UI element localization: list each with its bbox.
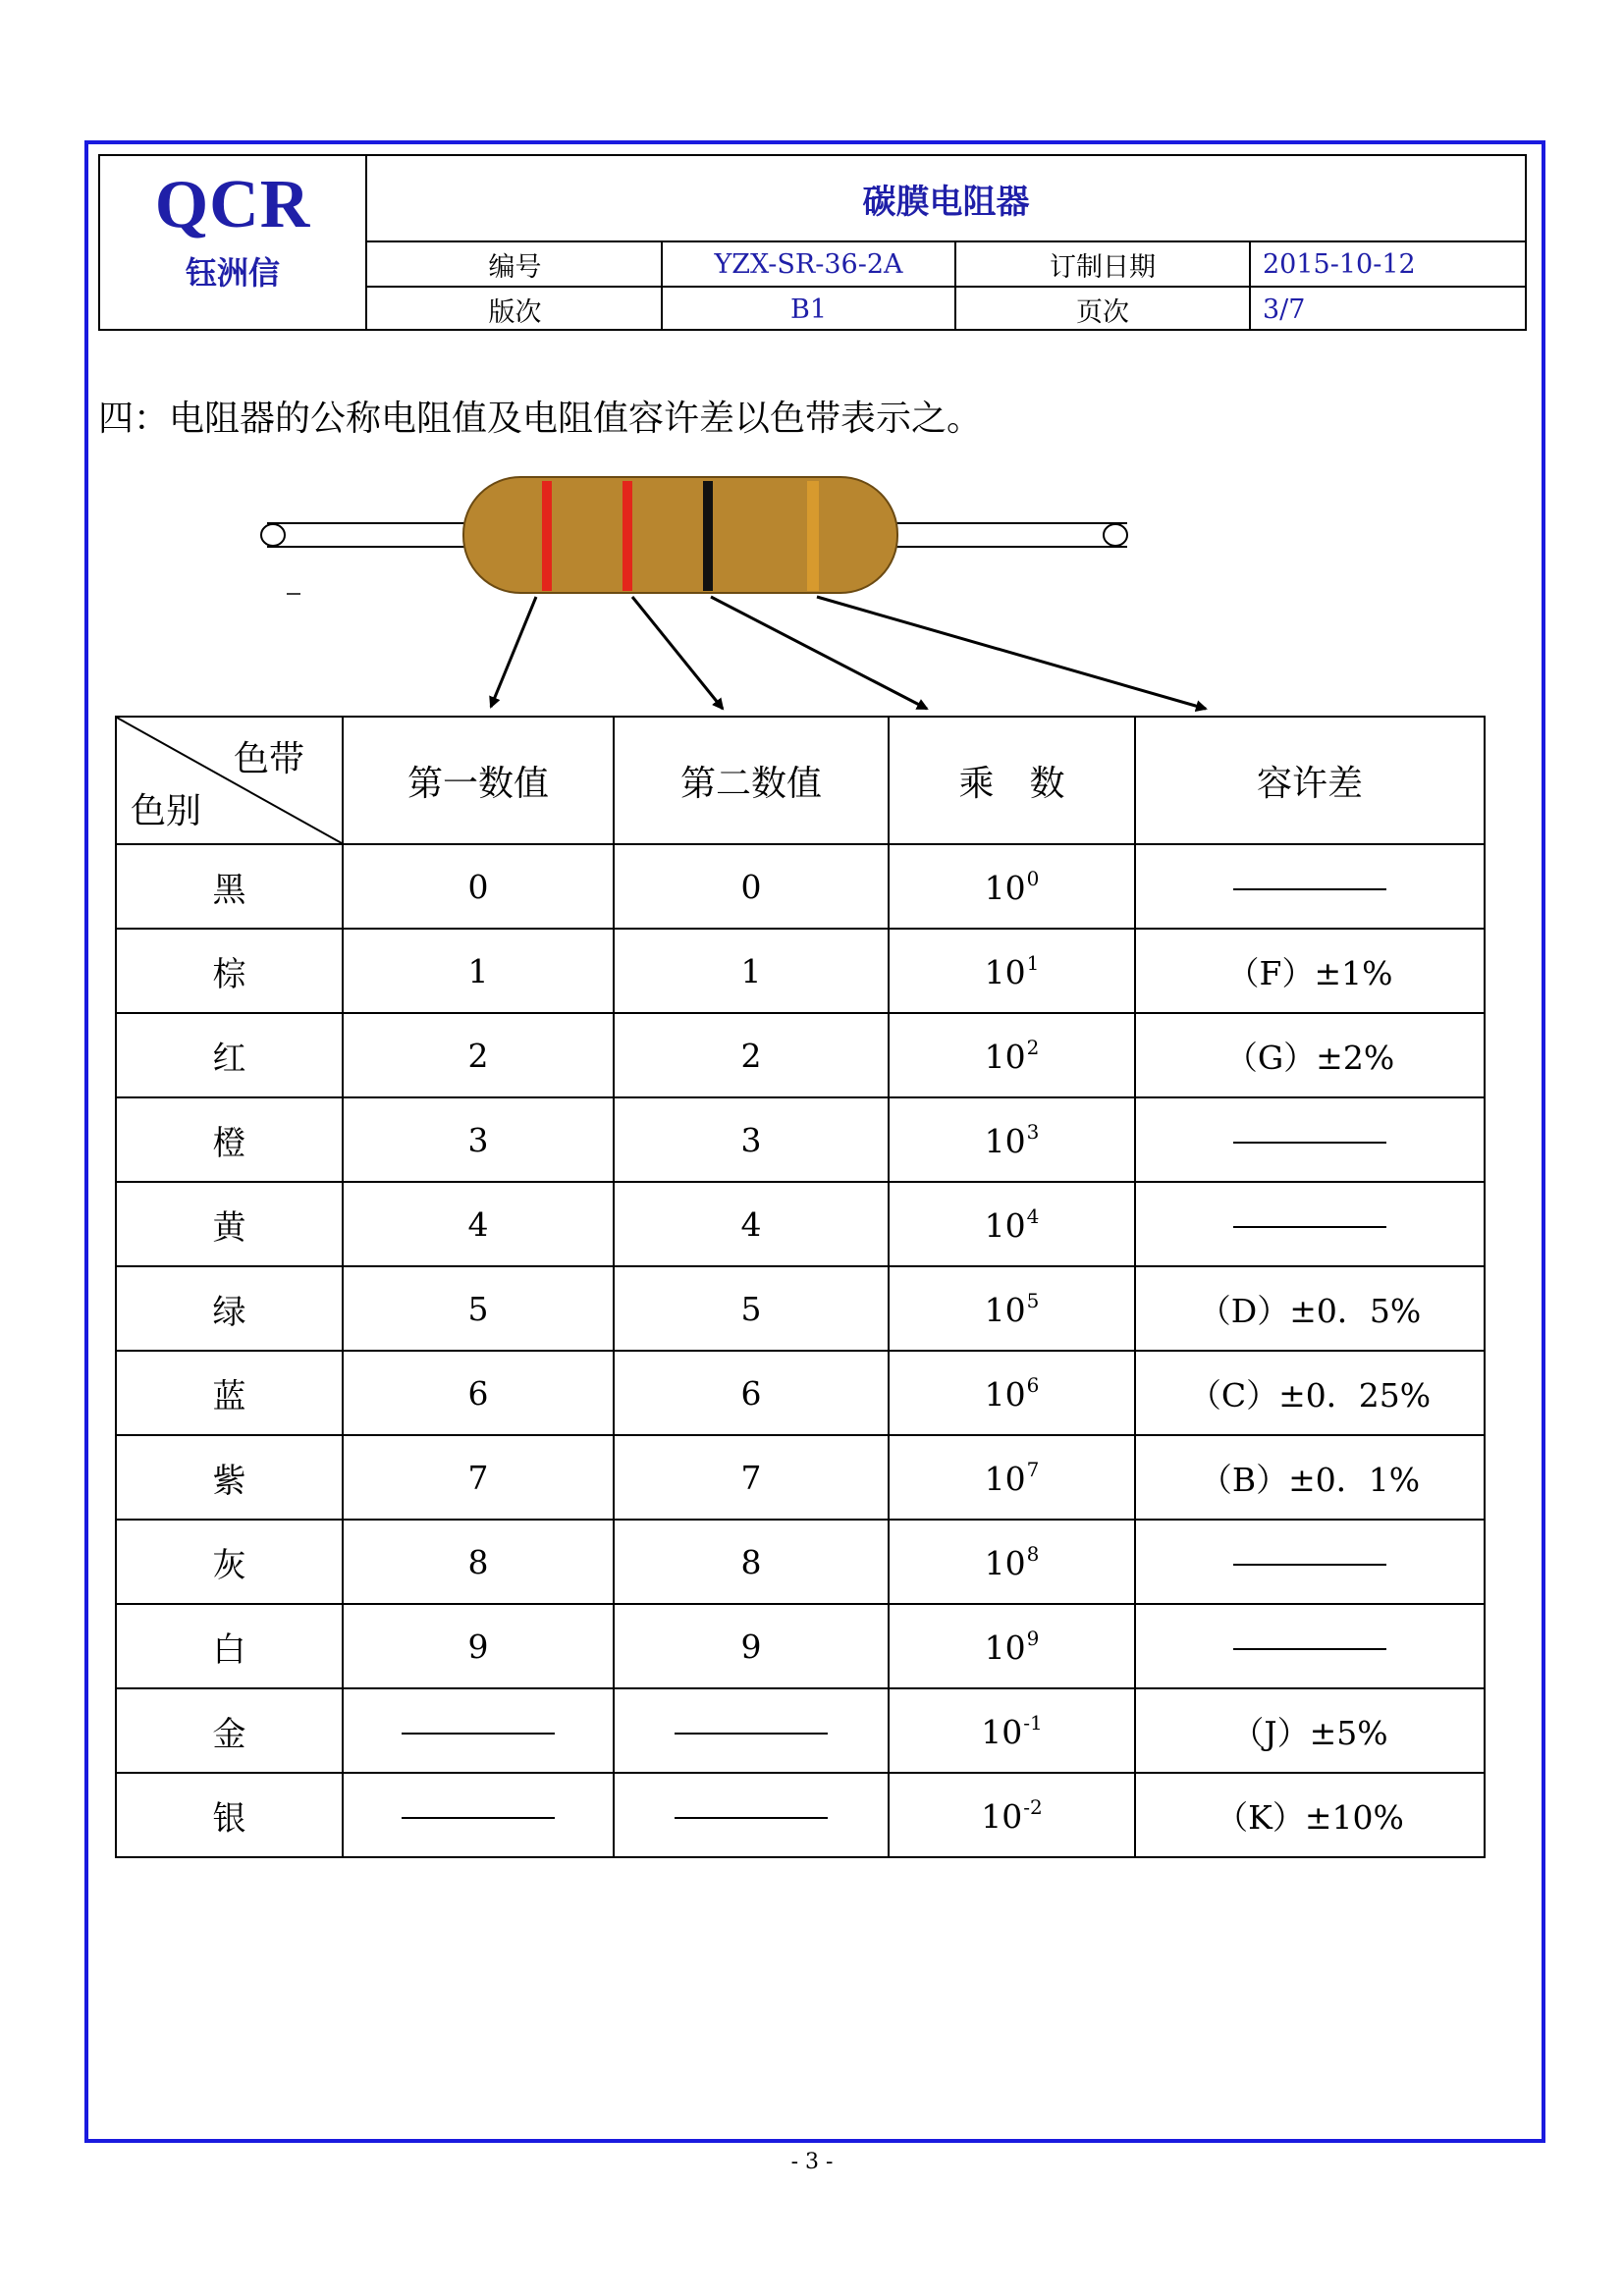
- color-name: [116, 1097, 343, 1182]
- logo-company-name: 钰洲信: [185, 254, 280, 292]
- color-name-text: 灰: [212, 1545, 246, 1585]
- first-digit: [343, 1604, 614, 1688]
- second-digit: [614, 1097, 889, 1182]
- tolerance-text: （C）±0．25%: [1188, 1375, 1432, 1415]
- multiplier: [889, 1182, 1135, 1266]
- tolerance: [1135, 1604, 1485, 1688]
- multiplier-base: 10: [984, 1628, 1026, 1667]
- color-name-text: 白: [212, 1629, 246, 1670]
- multiplier: [889, 1266, 1135, 1351]
- arrow-band-4: [817, 597, 1206, 709]
- multiplier-exponent: 5: [1026, 1288, 1040, 1312]
- tolerance: [1135, 1013, 1485, 1097]
- resistor-body: [463, 477, 897, 593]
- table-row: [116, 1773, 1485, 1857]
- tolerance-text: （K）±10%: [1216, 1797, 1404, 1837]
- page-number: - 3 -: [790, 2150, 834, 2174]
- table-row: [116, 844, 1485, 929]
- multiplier-base: 10: [984, 952, 1026, 991]
- multiplier-exponent: -1: [1023, 1710, 1043, 1735]
- table-row: [116, 1604, 1485, 1688]
- multiplier-exponent: 1: [1026, 950, 1040, 975]
- resistor-lead-right: [893, 523, 1127, 547]
- second-digit: [614, 844, 889, 929]
- first-digit: [343, 844, 614, 929]
- color-name-text: 红: [212, 1039, 246, 1079]
- color-name-text: 金: [212, 1714, 246, 1754]
- section-heading: 四：电阻器的公称电阻值及电阻值容许差以色带表示之。: [98, 399, 983, 439]
- first-digit: [343, 1351, 614, 1435]
- color-name: [116, 844, 343, 929]
- color-name-text: 蓝: [212, 1376, 246, 1416]
- color-name-text: 黄: [212, 1207, 246, 1248]
- color-name: [116, 1182, 343, 1266]
- table-row: [116, 929, 1485, 1013]
- dash-placeholder: [675, 1733, 828, 1735]
- tolerance: [1135, 1435, 1485, 1520]
- second-digit-text: 0: [740, 867, 762, 906]
- first-digit: [343, 1013, 614, 1097]
- column-header-multiplier: 乘 数: [889, 717, 1135, 844]
- color-name: [116, 1435, 343, 1520]
- first-digit: [343, 1435, 614, 1520]
- arrow-band-3: [711, 597, 927, 709]
- dash-placeholder: [1233, 1142, 1386, 1144]
- logo-text: QCR: [154, 167, 311, 242]
- color-name: [116, 1604, 343, 1688]
- arrow-band-2: [632, 597, 723, 709]
- table-row: [116, 1097, 1485, 1182]
- column-header-first-digit: 第一数值: [343, 717, 614, 844]
- color-name-text: 黑: [212, 870, 246, 910]
- first-digit-text: 0: [467, 867, 489, 906]
- second-digit: [614, 1520, 889, 1604]
- color-band-3: [703, 481, 713, 591]
- first-digit: [343, 1520, 614, 1604]
- second-digit: [614, 1604, 889, 1688]
- color-name: [116, 1266, 343, 1351]
- second-digit-text: 9: [740, 1627, 762, 1666]
- first-digit-text: 1: [467, 951, 489, 990]
- color-name-text: 银: [212, 1798, 246, 1839]
- corner-label-band: 色带: [233, 739, 304, 779]
- first-digit-text: 2: [467, 1036, 489, 1075]
- color-name: [116, 1773, 343, 1857]
- tolerance-text: （D）±0．5%: [1198, 1291, 1422, 1330]
- second-digit-text: 3: [740, 1120, 762, 1159]
- first-digit-text: 7: [467, 1458, 489, 1497]
- table-row: [116, 1266, 1485, 1351]
- multiplier-base: 10: [984, 1037, 1026, 1076]
- dash-placeholder: [1233, 1648, 1386, 1650]
- color-name-text: 紫: [212, 1461, 246, 1501]
- document-title: 碳膜电阻器: [367, 156, 1525, 242]
- multiplier-base: 10: [984, 868, 1026, 907]
- corner-label-color: 色别: [131, 791, 202, 831]
- table-row: [116, 1435, 1485, 1520]
- dash-placeholder: [402, 1733, 555, 1735]
- second-digit: [614, 1266, 889, 1351]
- first-digit: [343, 1182, 614, 1266]
- corner-header: [116, 717, 343, 844]
- number-value: YZX-SR-36-2A: [714, 248, 903, 280]
- first-digit: [343, 1773, 614, 1857]
- number-label: 编号: [488, 251, 542, 283]
- tolerance-text: （G）±2%: [1224, 1038, 1395, 1077]
- dash-placeholder: [1233, 888, 1386, 890]
- table-row: [116, 1182, 1485, 1266]
- second-digit: [614, 1351, 889, 1435]
- table-row: [116, 1688, 1485, 1773]
- tolerance: [1135, 1182, 1485, 1266]
- page-label: 页次: [1076, 296, 1129, 328]
- second-digit-text: 6: [740, 1373, 762, 1413]
- dash-placeholder: [1233, 1226, 1386, 1228]
- multiplier-exponent: 2: [1026, 1035, 1040, 1059]
- multiplier-exponent: 6: [1026, 1372, 1040, 1397]
- table-row: [116, 1520, 1485, 1604]
- second-digit-text: 2: [740, 1036, 762, 1075]
- first-digit: [343, 929, 614, 1013]
- multiplier-base: 10: [984, 1459, 1026, 1498]
- multiplier: [889, 1351, 1135, 1435]
- multiplier-exponent: 9: [1026, 1626, 1040, 1650]
- multiplier-exponent: 8: [1026, 1541, 1040, 1566]
- first-digit: [343, 1097, 614, 1182]
- arrow-band-1: [491, 597, 536, 707]
- second-digit-text: 4: [740, 1204, 762, 1244]
- tolerance-text: （J）±5%: [1231, 1713, 1388, 1752]
- first-digit-text: 9: [467, 1627, 489, 1666]
- color-band-1: [542, 481, 552, 591]
- first-digit-text: 5: [467, 1289, 489, 1328]
- tolerance-text: （B）±0．1%: [1199, 1460, 1421, 1499]
- table-row: [116, 1013, 1485, 1097]
- color-name: [116, 929, 343, 1013]
- second-digit: [614, 1435, 889, 1520]
- multiplier: [889, 929, 1135, 1013]
- second-digit: [614, 1688, 889, 1773]
- multiplier-base: 10: [984, 1121, 1026, 1160]
- tolerance: [1135, 1520, 1485, 1604]
- multiplier-exponent: 0: [1026, 866, 1040, 890]
- second-digit: [614, 1013, 889, 1097]
- color-name: [116, 1520, 343, 1604]
- color-name-text: 绿: [212, 1292, 246, 1332]
- color-name-text: 橙: [212, 1123, 246, 1163]
- tolerance: [1135, 1351, 1485, 1435]
- resistor-lead-left: [261, 523, 469, 547]
- first-digit-text: 6: [467, 1373, 489, 1413]
- color-band-4: [807, 481, 819, 591]
- table-row: [116, 1351, 1485, 1435]
- multiplier: [889, 1013, 1135, 1097]
- tolerance: [1135, 1773, 1485, 1857]
- dash-placeholder: [675, 1817, 828, 1819]
- color-name: [116, 1688, 343, 1773]
- second-digit: [614, 929, 889, 1013]
- first-digit-text: 3: [467, 1120, 489, 1159]
- multiplier-base: 10: [984, 1374, 1026, 1414]
- multiplier: [889, 1435, 1135, 1520]
- first-digit-text: 8: [467, 1542, 489, 1581]
- multiplier-base: 10: [984, 1543, 1026, 1582]
- date-label: 订制日期: [1050, 251, 1156, 283]
- multiplier-exponent: 7: [1026, 1457, 1040, 1481]
- page-value: 3/7: [1263, 294, 1306, 325]
- multiplier-base: 10: [981, 1796, 1023, 1836]
- tolerance-text: （F）±1%: [1226, 953, 1393, 992]
- version-label: 版次: [488, 296, 542, 328]
- color-code-table: [115, 716, 1486, 1858]
- tolerance: [1135, 1688, 1485, 1773]
- tolerance: [1135, 1097, 1485, 1182]
- color-name-text: 棕: [212, 954, 246, 994]
- second-digit-text: 1: [740, 951, 762, 990]
- multiplier-exponent: -2: [1023, 1794, 1043, 1819]
- second-digit-text: 7: [740, 1458, 762, 1497]
- dash-placeholder: [1233, 1564, 1386, 1566]
- second-digit: [614, 1182, 889, 1266]
- first-digit: [343, 1266, 614, 1351]
- first-digit: [343, 1688, 614, 1773]
- date-value: 2015-10-12: [1263, 248, 1416, 280]
- multiplier-base: 10: [981, 1712, 1023, 1751]
- multiplier-base: 10: [984, 1205, 1026, 1245]
- resistor-diagram: [0, 0, 1624, 726]
- multiplier-exponent: 3: [1026, 1119, 1040, 1144]
- multiplier: [889, 1520, 1135, 1604]
- tolerance: [1135, 1266, 1485, 1351]
- first-digit-text: 4: [467, 1204, 489, 1244]
- multiplier: [889, 1773, 1135, 1857]
- second-digit: [614, 1773, 889, 1857]
- second-digit-text: 8: [740, 1542, 762, 1581]
- multiplier-base: 10: [984, 1290, 1026, 1329]
- tolerance: [1135, 929, 1485, 1013]
- multiplier: [889, 1688, 1135, 1773]
- column-header-tolerance: 容许差: [1135, 717, 1485, 844]
- second-digit-text: 5: [740, 1289, 762, 1328]
- tolerance: [1135, 844, 1485, 929]
- multiplier-exponent: 4: [1026, 1203, 1040, 1228]
- table-header-row: [116, 717, 1485, 844]
- color-name: [116, 1013, 343, 1097]
- column-header-second-digit: 第二数值: [614, 717, 889, 844]
- color-band-2: [623, 481, 632, 591]
- multiplier: [889, 1097, 1135, 1182]
- color-name: [116, 1351, 343, 1435]
- multiplier: [889, 844, 1135, 929]
- version-value: B1: [789, 294, 828, 325]
- dash-placeholder: [402, 1817, 555, 1819]
- multiplier: [889, 1604, 1135, 1688]
